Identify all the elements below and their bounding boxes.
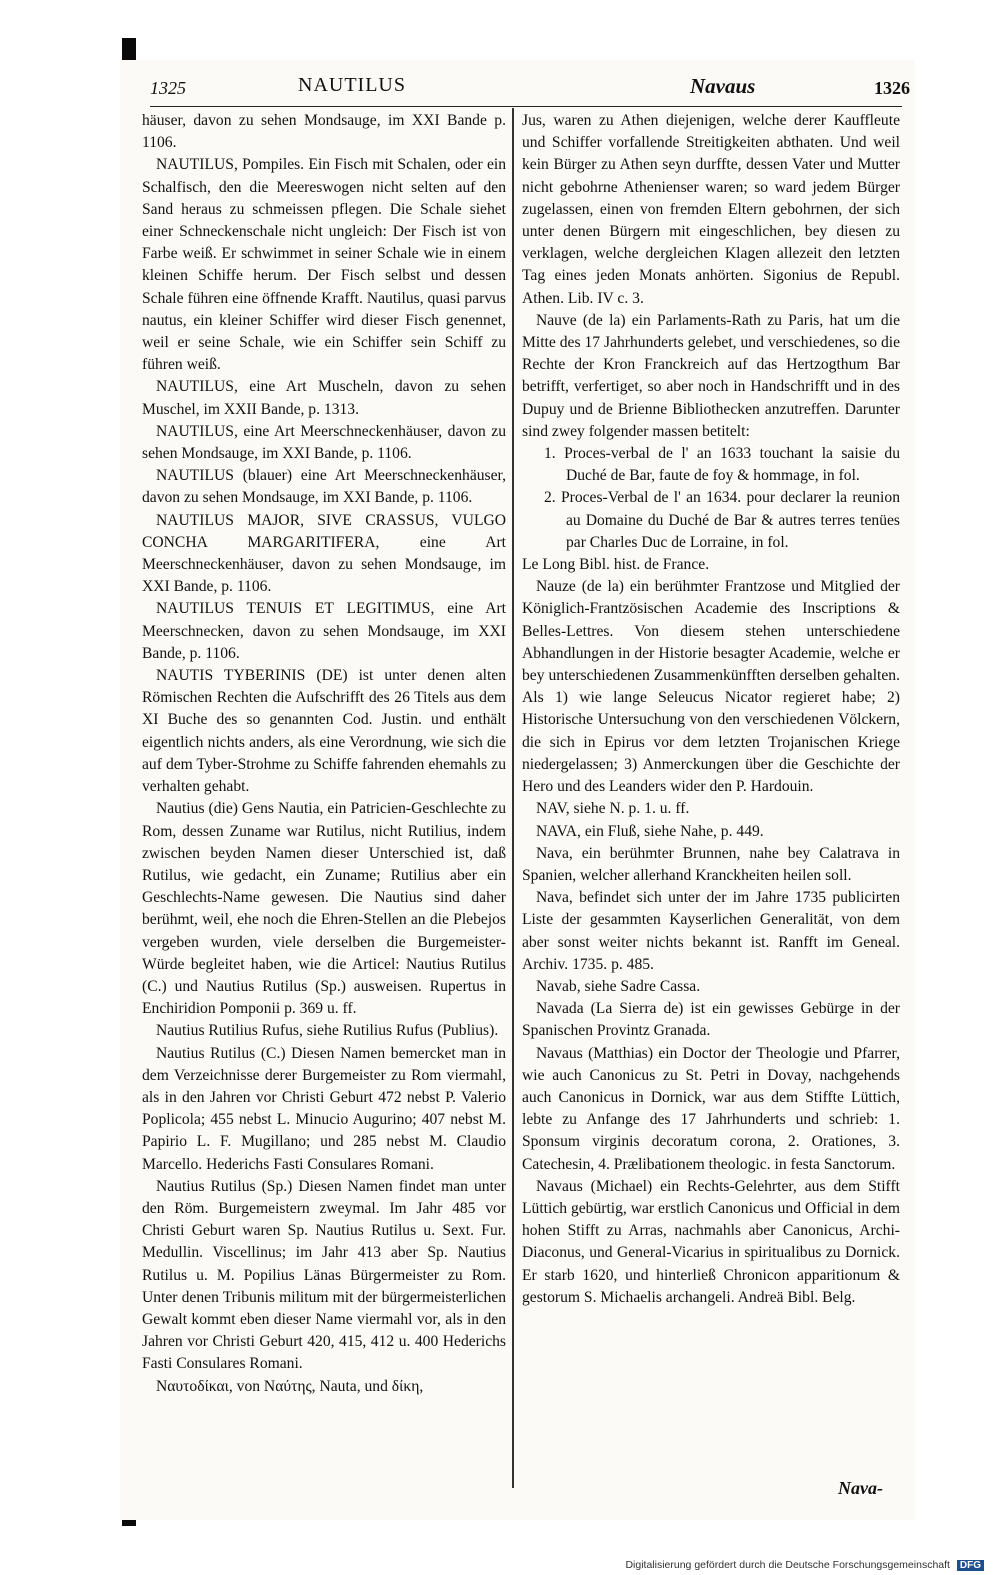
page-header bbox=[150, 74, 910, 104]
page-number-right: 1326 bbox=[874, 78, 910, 98]
entry: Jus, waren zu Athen diejenigen, welche derer Kauffleute und Schiffer vorfallende Streitigkeiten abthaten. Und weil kein Bürger zu Athen seyn durffte, dessen Vater und Mutter nicht gebohrne Athenienser waren; so ward jedem Bürger zugelassen, einen von fremden Eltern gebohrnen, der sich unter denen Bürgern mit eingeschlichen, bey diesen zu verklagen, welche dergleichen Klagen allezeit den letzten Tag eines jeden Monats anhörten. Sigonius de Republ. Athen. Lib. IV c. 3. bbox=[522, 112, 900, 307]
left-column bbox=[142, 110, 506, 1398]
right-column bbox=[522, 110, 900, 1309]
entry: NAUTIS TYBERINIS (DE) ist unter denen alten Römischen Rechten die Aufschrifft des 26 Titels aus dem XI Buche des so genannten Cod. Justin. und enthält eigentlich nichts anders, als eine Verordnung, wie sich die auf dem Tyber-Strohme zu Schiffe fahrenden ehemahls zu verhalten gehabt. bbox=[142, 667, 506, 796]
entry: Nava, befindet sich unter der im Jahre 1735 publicirten Liste der gesammten Kayserlichen Generalität, von dem aber sonst weiter nichts bekannt ist. Ranfft im Geneal. Archiv. 1735. p. 485. bbox=[522, 889, 900, 973]
entry: Navab, siehe Sadre Cassa. bbox=[536, 977, 701, 995]
entry: NAUTILUS MAJOR, SIVE CRASSUS, VULGO CONCHA MARGARITIFERA, eine Art Meerschneckenhäuser, davon zu sehen Mondsauge, im XXI Bande, p. 1106. bbox=[142, 511, 506, 596]
dfg-logo: DFG bbox=[957, 1560, 984, 1571]
catchword: Nava- bbox=[838, 1478, 883, 1498]
header-rule bbox=[150, 106, 902, 107]
page-number-left: 1325 bbox=[150, 78, 186, 98]
digitization-footer bbox=[625, 1559, 984, 1571]
entry: Nautius Rutilus (C.) Diesen Namen bemercket man in dem Verzeichnisse derer Burgemeister zu Rom viermahl, als in den Jahren vor Christi Geburt 472 nebst P. Valerio Poplicola; 455 nebst L. Minucio Augurino; 407 nebst M. Papirio L. F. Mugillano; und 285 nebst M. Claudio Marcello. Hederichs Fasti Consulares Romani. bbox=[142, 1044, 506, 1173]
entry: NAUTILUS, Pompiles. Ein Fisch mit Schalen, oder ein Schalfisch, den die Meereswogen nicht selten auf den Sand heraus zu schmeissen pflegen. Die Schale siehet einer Schneckenschale nicht ungleich: Der Fisch ist von Farbe weiß. Er schwimmet in seiner Schale wie in einem kleinen Schiffe herum. Der Fisch selbst und dessen Schale führen eine öffnende Krafft. Nautilus, quasi parvus nautus, ein kleiner Schiffer wird dieser Fisch genennet, weil er seine Schale, wie ein Schiffer sein Schiff zu führen weiß. bbox=[142, 156, 506, 374]
entry: NAUTILUS, eine Art Muscheln, davon zu sehen Muschel, im XXII Bande, p. 1313. bbox=[142, 378, 506, 418]
entry: Ναυτοδίκαι, von Ναύτης, Nauta, und δίκη, bbox=[156, 1377, 424, 1395]
entry: Nautius (die) Gens Nautia, ein Patricien-Geschlechte zu Rom, dessen Zuname war Rutilus, nicht Rutilius, indem zwischen beyden Namen dieser Unterschied ist, daß Rutilus, wie gedacht, ein Zuname; Rutilius aber ein Geschlechts-Name gewesen. Die Nautius sind daher berühmt, weil, ehe noch die Ehren-Stellen an die Plebejos vergeben wurden, viele derselben die Burgemeister-Würde begleitet haben, wie die Articel: Nautius Rutilus (C.) und Nautius Rutilus (Sp.) ausweisen. Rupertus in Enchiridion Pomponii p. 369 u. ff. bbox=[142, 800, 506, 1018]
running-title-right: Navaus bbox=[690, 74, 756, 98]
entry: NAUTILUS, eine Art Meerschneckenhäuser, davon zu sehen Mondsauge, im XXI Bande, p. 1106. bbox=[142, 422, 506, 463]
entry: Nava, ein berühmter Brunnen, nahe bey Calatrava in Spanien, welcher allerhand Kranckheiten heilen soll. bbox=[522, 844, 900, 884]
entry: NAUTILUS TENUIS ET LEGITIMUS, eine Art Meerschnecken, davon zu sehen Mondsauge, im XXI Bande, p. 1106. bbox=[142, 600, 506, 662]
entry: häuser, davon zu sehen Mondsauge, im XXI Bande p. 1106. bbox=[142, 112, 506, 152]
entry: Navaus (Michael) ein Rechts-Gelehrter, aus dem Stifft Lüttich gebürtig, war erstlich Canonicus und Official in dem hohen Stifft zu Arras, nachmahls aber Canonicus, Archi-Diaconus, und General-Vicarius in spiritualibus zu Dornick. Er starb 1620, und hinterließ Chronicon apparitionum & gestorum S. Michaelis archangeli. Andreä Bibl. Belg. bbox=[522, 1177, 900, 1306]
entry: Navada (La Sierra de) ist ein gewisses Gebürge in der Spanischen Provintz Granada. bbox=[522, 1000, 900, 1040]
entry: Navaus (Matthias) ein Doctor der Theologie und Pfarrer, wie auch Canonicus zu St. Petri in Dovay, nachgehends auch Canonicus in Dornick, war aus dem Stiffte Lüttich, lebte zu Anfange des 17 Jahrhunderts und schrieb: 1. Sponsum virginis decoratum corona, 2. Orationes, 3. Catechesin, 4. Prælibationem theologic. in festa Sanctorum. bbox=[522, 1044, 900, 1173]
column-divider bbox=[512, 108, 514, 1488]
entry: Nauve (de la) ein Parlaments-Rath zu Paris, hat um die Mitte des 17 Jahrhunderts gelebet, und verschiedenes, so die Rechte der Kron Franckreich auf das Hertzogthum Bar betrifft, verfertiget, so aber noch in Handschrifft und in des Dupuy und de Brienne Bibliothecken anzutreffen. Darunter sind zwey folgender massen betitelt: bbox=[522, 311, 900, 440]
list-item: 1. Proces-verbal de l' an 1633 touchant la saisie du Duché de Bar, faute de foy & hommage, in fol. bbox=[544, 445, 900, 485]
entry: Nauze (de la) ein berühmter Frantzose und Mitglied der Königlich-Frantzösischen Academie des Inscriptions & Belles-Lettres. Von diesem stehen unterschiedene Abhandlungen in der Historie besagter Academie, welche er bey unterschiedenen Zusammenkünfften derselben gehalten. Als 1) wie lange Seleucus Nicator regieret habe; 2) Historische Untersuchung von den verschiedenen Völckern, die sich in Epirus vor dem letzten Trojanischen Kriege niedergelassen; 3) Anmerckungen über die Geschichte der Hero und des Leanders wider den P. Hardouin. bbox=[522, 578, 900, 796]
entry: NAVA, ein Fluß, siehe Nahe, p. 449. bbox=[536, 822, 764, 840]
entry: Le Long Bibl. hist. de France. bbox=[522, 556, 710, 574]
entry: NAUTILUS (blauer) eine Art Meerschneckenhäuser, davon zu sehen Mondsauge, im XXI Bande, p. 1106. bbox=[142, 467, 506, 507]
list-item: 2. Proces-Verbal de l' an 1634. pour declarer la reunion au Domaine du Duché de Bar & autres terres tenües par Charles Duc de Lorraine, in fol. bbox=[544, 489, 900, 551]
entry: Nautius Rutilius Rufus, siehe Rutilius Rufus (Publius). bbox=[156, 1022, 499, 1040]
entry: NAV, siehe N. p. 1. u. ff. bbox=[536, 800, 690, 818]
footer-text: Digitalisierung gefördert durch die Deutsche Forschungsgemeinschaft bbox=[625, 1559, 950, 1571]
running-title-left: NAUTILUS bbox=[298, 74, 406, 96]
entry: Nautius Rutilus (Sp.) Diesen Namen findet man unter den Röm. Burgemeistern zweymal. Im Jahr 485 vor Christi Geburt waren Sp. Nautius Rutilus u. Sext. Fur. Medullin. Viscellinus; im Jahr 413 aber Sp. Nautius Rutilus u. M. Popilius Länas Bürgermeister zu Rom. Unter denen Tribunis militum mit der bürgermeisterlichen Gewalt kommt eben dieser Name viermahl vor, als in den Jahren vor Christi Geburt 420, 415, 412 u. 400 Hederichs Fasti Consulares Romani. bbox=[142, 1177, 506, 1373]
